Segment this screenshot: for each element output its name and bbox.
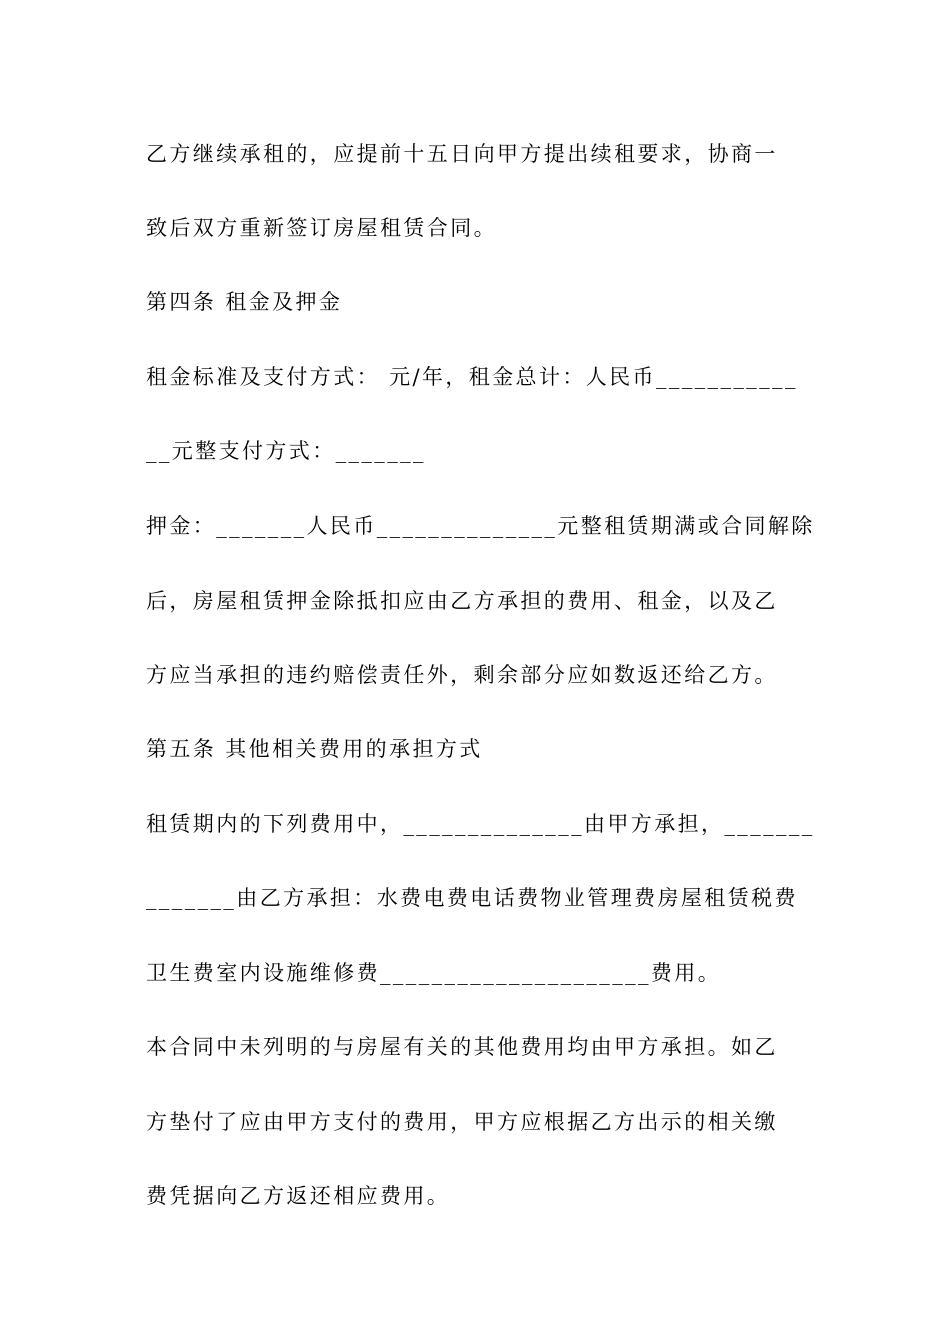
paragraph-line: __元整支付方式：_______ xyxy=(146,439,426,463)
paragraph-line: 押金：_______人民币______________元整租赁期满或合同解除 xyxy=(146,514,815,538)
paragraph-line: _______由乙方承担：水费电费电话费物业管理费房屋租赁税费 xyxy=(146,886,798,910)
paragraph-line: 本合同中未列明的与房屋有关的其他费用均由甲方承担。如乙 xyxy=(146,1035,778,1059)
paragraph-line: 方应当承担的违约赔偿责任外，剩余部分应如数返还给乙方。 xyxy=(146,663,778,687)
paragraph-line: 租金标准及支付方式： 元/年，租金总计：人民币___________ xyxy=(146,365,798,389)
paragraph-line: 卫生费室内设施维修费_____________________费用。 xyxy=(146,961,722,985)
paragraph-line: 后，房屋租赁押金除抵扣应由乙方承担的费用、租金，以及乙 xyxy=(146,589,778,613)
paragraph-line: 乙方继续承租的，应提前十五日向甲方提出续租要求，协商一 xyxy=(146,142,778,166)
paragraph-line: 致后双方重新签订房屋租赁合同。 xyxy=(146,216,497,240)
section-heading: 第五条 其他相关费用的承担方式 xyxy=(146,737,483,761)
paragraph-line: 费凭据向乙方返还相应费用。 xyxy=(146,1184,451,1208)
section-heading: 第四条 租金及押金 xyxy=(146,290,343,314)
paragraph-line: 方垫付了应由甲方支付的费用，甲方应根据乙方出示的相关缴 xyxy=(146,1110,778,1134)
paragraph-line: 租赁期内的下列费用中，______________由甲方承担，_______ xyxy=(146,812,815,836)
